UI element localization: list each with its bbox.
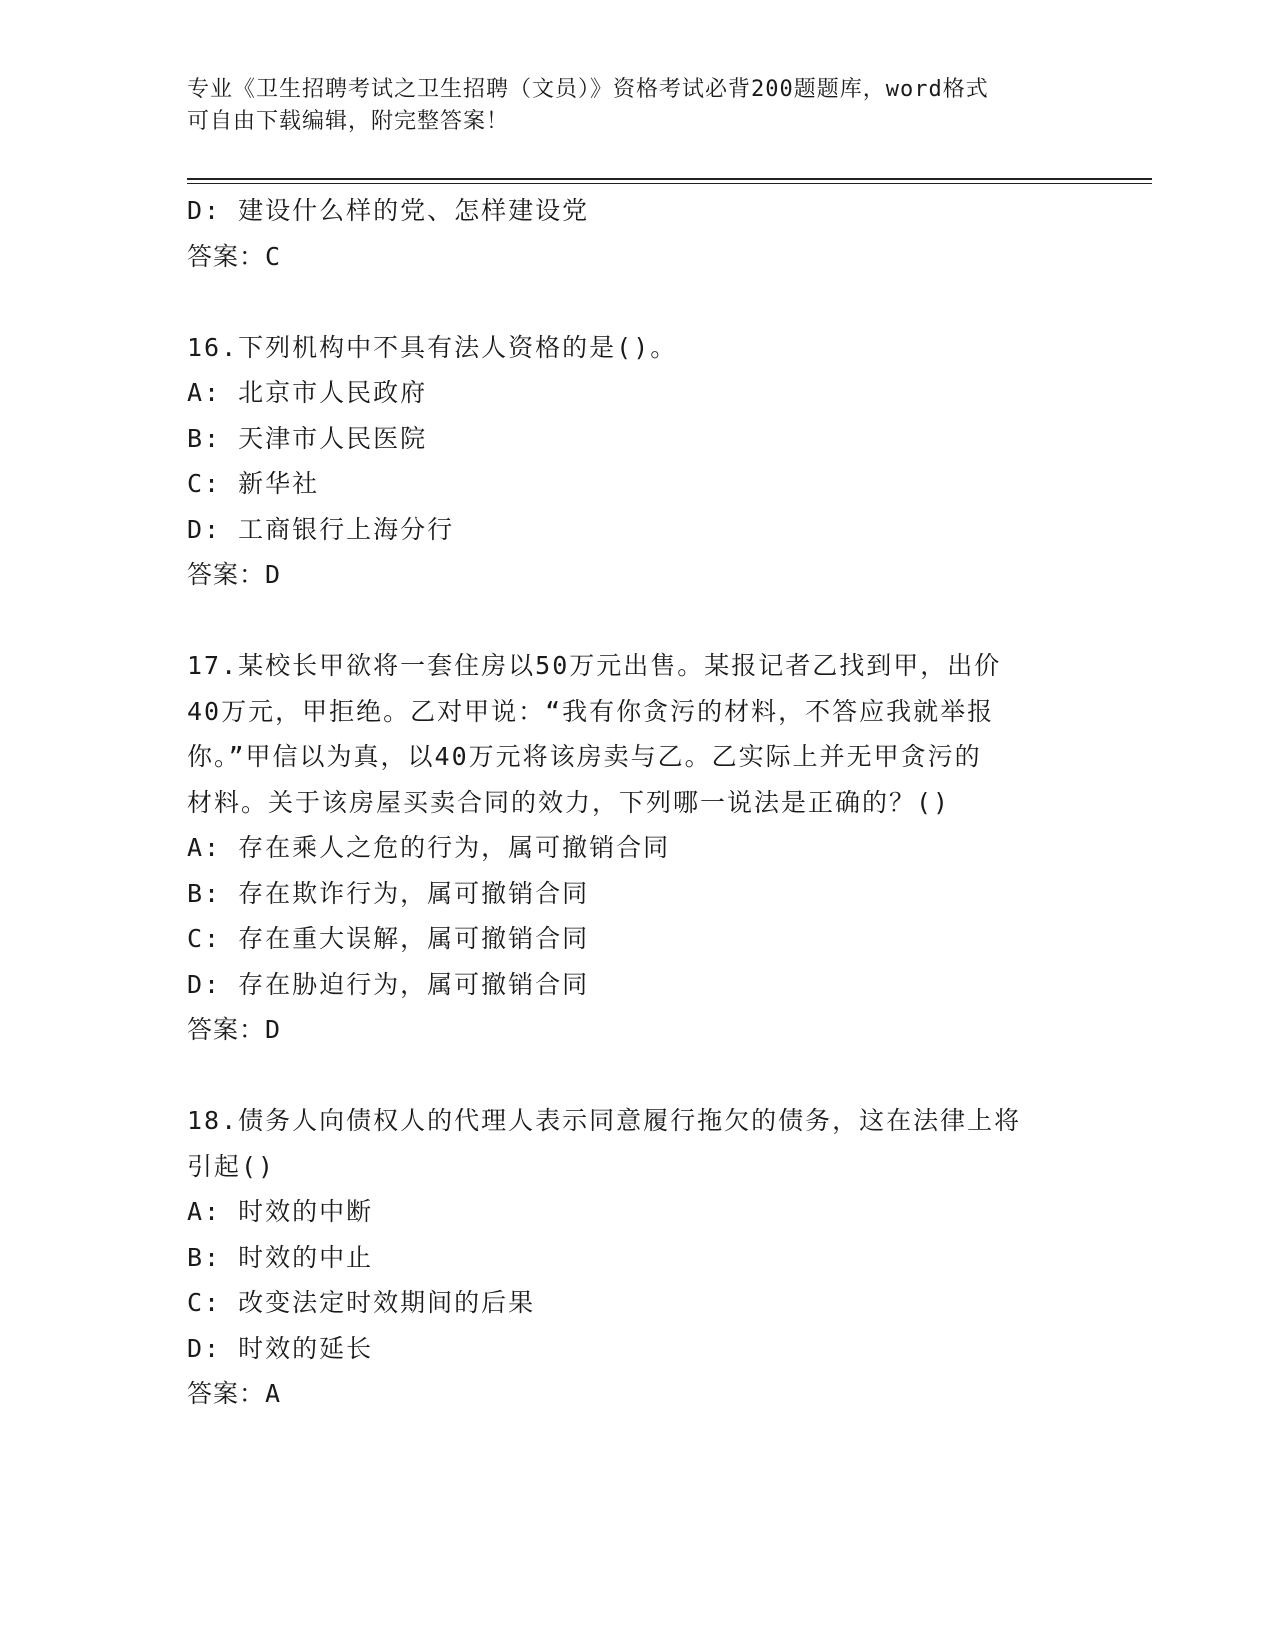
answer: 答案：D	[187, 560, 282, 589]
option-c: C: 存在重大误解，属可撤销合同	[187, 924, 590, 953]
answer: 答案：D	[187, 1015, 282, 1044]
document-header	[187, 74, 1087, 138]
question-stem: 40万元，甲拒绝。乙对甲说：“我有你贪污的材料，不答应我就举报	[187, 696, 995, 726]
option-b: B: 时效的中止	[187, 1242, 374, 1272]
header-line-2: 可自由下载编辑，附完整答案！	[187, 109, 510, 134]
spacer	[187, 598, 1087, 644]
question-content	[187, 188, 1087, 1417]
option-d: D: 存在胁迫行为，属可撤销合同	[187, 969, 590, 999]
answer: 答案：A	[187, 1379, 282, 1408]
option-b: B: 存在欺诈行为，属可撤销合同	[187, 878, 590, 908]
option-d: D: 时效的延长	[187, 1333, 374, 1363]
question-stem: 你。”甲信以为真，以40万元将该房卖与乙。乙实际上并无甲贪污的	[187, 742, 982, 771]
question-stem: 材料。关于该房屋买卖合同的效力，下列哪一说法是正确的？()	[187, 787, 951, 817]
spacer	[187, 1053, 1087, 1099]
header-divider-thick	[187, 178, 1152, 180]
question-stem: 16.下列机构中不具有法人资格的是()。	[187, 332, 678, 362]
spacer	[187, 279, 1087, 325]
question-16	[187, 325, 1087, 598]
question-stem: 17.某校长甲欲将一套住房以50万元出售。某报记者乙找到甲，出价	[187, 651, 1002, 680]
option-a: A: 时效的中断	[187, 1197, 374, 1226]
question-17	[187, 643, 1087, 1053]
option-d-carryover: D: 建设什么样的党、怎样建设党	[187, 196, 590, 225]
option-a: A: 北京市人民政府	[187, 378, 428, 407]
header-divider-thin	[187, 183, 1152, 184]
option-a: A: 存在乘人之危的行为，属可撤销合同	[187, 833, 671, 862]
option-c: C: 改变法定时效期间的后果	[187, 1288, 536, 1317]
option-d: D: 工商银行上海分行	[187, 514, 455, 544]
question-stem: 引起()	[187, 1151, 276, 1181]
answer-carryover: 答案：C	[187, 241, 282, 271]
question-stem: 18.债务人向债权人的代理人表示同意履行拖欠的债务，这在法律上将	[187, 1106, 1022, 1135]
header-line-1: 专业《卫生招聘考试之卫生招聘（文员）》资格考试必背200题题库，word格式	[187, 77, 989, 102]
question-18	[187, 1098, 1087, 1417]
option-b: B: 天津市人民医院	[187, 423, 428, 453]
option-c: C: 新华社	[187, 469, 320, 498]
